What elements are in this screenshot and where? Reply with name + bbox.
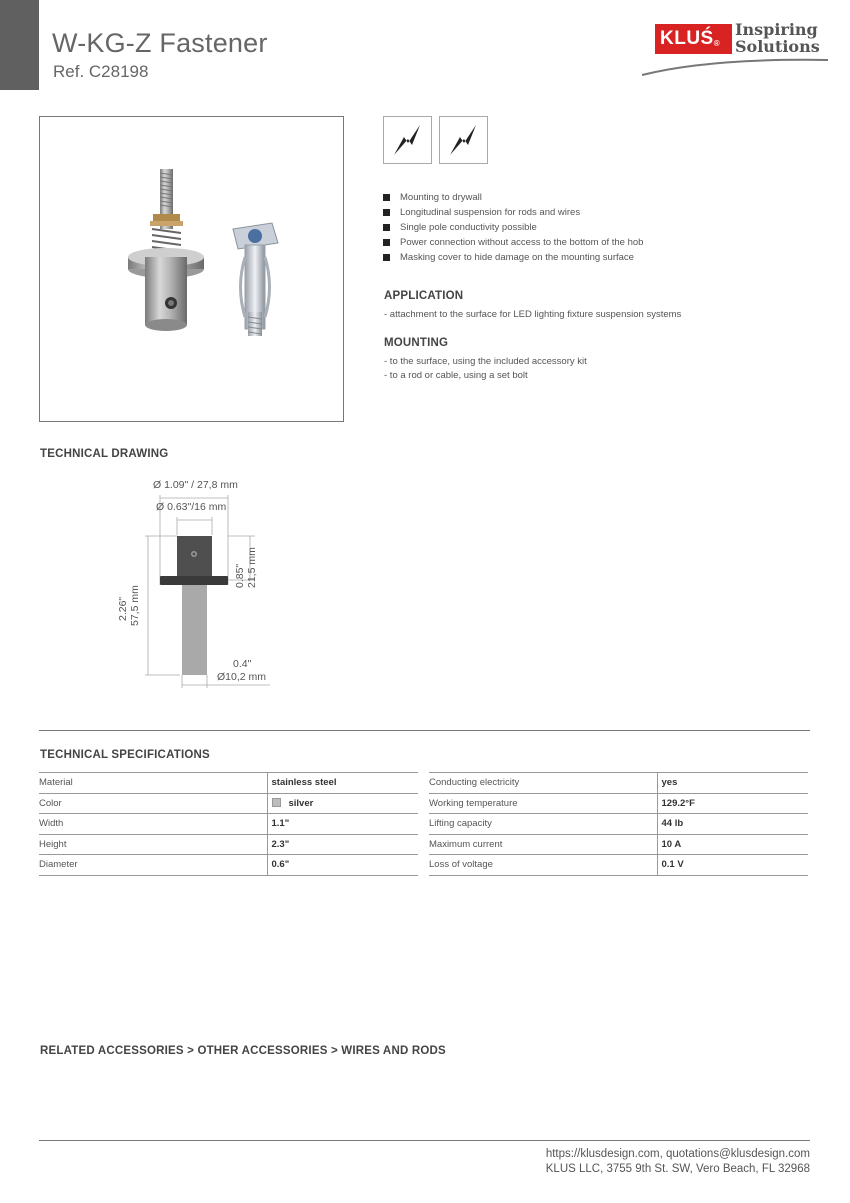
- technical-drawing-heading: TECHNICAL DRAWING: [40, 448, 169, 460]
- divider: [39, 730, 810, 731]
- logo-tagline: [735, 21, 820, 55]
- spec-value-color: [267, 793, 418, 814]
- spec-value: 2.3": [267, 834, 418, 855]
- spec-value: 0.6": [267, 855, 418, 876]
- spec-label: Working temperature: [429, 793, 657, 814]
- spec-value: stainless steel: [267, 773, 418, 794]
- dim-head-height-in: 0.85": [234, 563, 246, 588]
- corner-tab: [0, 0, 39, 90]
- spec-table-left: [39, 772, 418, 876]
- fastener-image: [40, 117, 343, 421]
- table-row: [429, 855, 808, 876]
- application-item: - attachment to the surface for LED lighting fixture suspension systems: [384, 309, 682, 320]
- dim-total-height-in: 2.26": [117, 596, 129, 621]
- mounting-item: - to the surface, using the included accessory kit: [384, 356, 587, 367]
- feature-item: Mounting to drywall: [383, 190, 643, 205]
- logo-tagline-2: Solutions: [735, 37, 820, 56]
- dim-outer-diameter: Ø 1.09" / 27,8 mm: [153, 479, 238, 491]
- spec-table-right: [429, 772, 808, 876]
- footer-divider: [39, 1140, 810, 1141]
- spec-label: Loss of voltage: [429, 855, 657, 876]
- spec-label: Color: [39, 793, 267, 814]
- logo-registered-mark: ®: [713, 39, 721, 48]
- logo-tagline-1: Inspiring: [735, 20, 818, 39]
- color-swatch: [272, 798, 281, 807]
- feature-item: Single pole conductivity possible: [383, 220, 643, 235]
- table-row: [429, 814, 808, 835]
- mounting-item: - to a rod or cable, using a set bolt: [384, 370, 528, 381]
- table-row: [39, 814, 418, 835]
- footer-contact[interactable]: https://klusdesign.com, quotations@klusdesign.com: [545, 1148, 810, 1160]
- spec-label: Material: [39, 773, 267, 794]
- lightning-bolt-icon: [383, 116, 432, 164]
- dim-rod-in: 0.4": [233, 658, 252, 670]
- table-row: [39, 834, 418, 855]
- application-heading: APPLICATION: [384, 290, 464, 302]
- feature-item: Longitudinal suspension for rods and wires: [383, 205, 643, 220]
- spec-value: 129.2°F: [657, 793, 808, 814]
- spec-value: yes: [657, 773, 808, 794]
- table-row: [39, 793, 418, 814]
- spec-value: 44 lb: [657, 814, 808, 835]
- feature-item: Power connection without access to the bottom of the hob: [383, 235, 643, 250]
- spec-value: 0.1 V: [657, 855, 808, 876]
- logo-brand-text: KLUŚ: [660, 28, 714, 49]
- spec-label: Height: [39, 834, 267, 855]
- table-row: [429, 834, 808, 855]
- dim-head-height-mm: 21,5 mm: [246, 547, 258, 588]
- mounting-heading: MOUNTING: [384, 337, 449, 349]
- related-accessories-breadcrumb[interactable]: RELATED ACCESSORIES > OTHER ACCESSORIES > WIRES AND RODS: [40, 1045, 446, 1057]
- logo-brand: [655, 24, 732, 54]
- spec-label: Diameter: [39, 855, 267, 876]
- spec-value: silver: [288, 797, 314, 809]
- lightning-bolt-icon: [439, 116, 488, 164]
- klus-logo: [640, 20, 830, 78]
- footer-address: KLUS LLC, 3755 9th St. SW, Vero Beach, FL 32968: [545, 1163, 810, 1175]
- dim-total-height-mm: 57,5 mm: [129, 585, 141, 626]
- feature-item: Masking cover to hide damage on the mounting surface: [383, 250, 643, 265]
- spec-label: Width: [39, 814, 267, 835]
- dim-rod-mm: Ø10,2 mm: [217, 671, 267, 683]
- product-photo: [39, 116, 344, 422]
- table-row: [429, 793, 808, 814]
- spec-label: Conducting electricity: [429, 773, 657, 794]
- feature-list: [383, 190, 643, 265]
- product-ref: Ref. C28198: [53, 62, 149, 81]
- page-title: W-KG-Z Fastener: [52, 28, 268, 58]
- table-row: [39, 773, 418, 794]
- spec-label: Maximum current: [429, 834, 657, 855]
- dim-inner-diameter: Ø 0.63"/16 mm: [156, 501, 227, 513]
- technical-specifications-heading: TECHNICAL SPECIFICATIONS: [40, 749, 210, 761]
- spec-value: 10 A: [657, 834, 808, 855]
- spec-label: Lifting capacity: [429, 814, 657, 835]
- table-row: [429, 773, 808, 794]
- table-row: [39, 855, 418, 876]
- spec-value: 1.1": [267, 814, 418, 835]
